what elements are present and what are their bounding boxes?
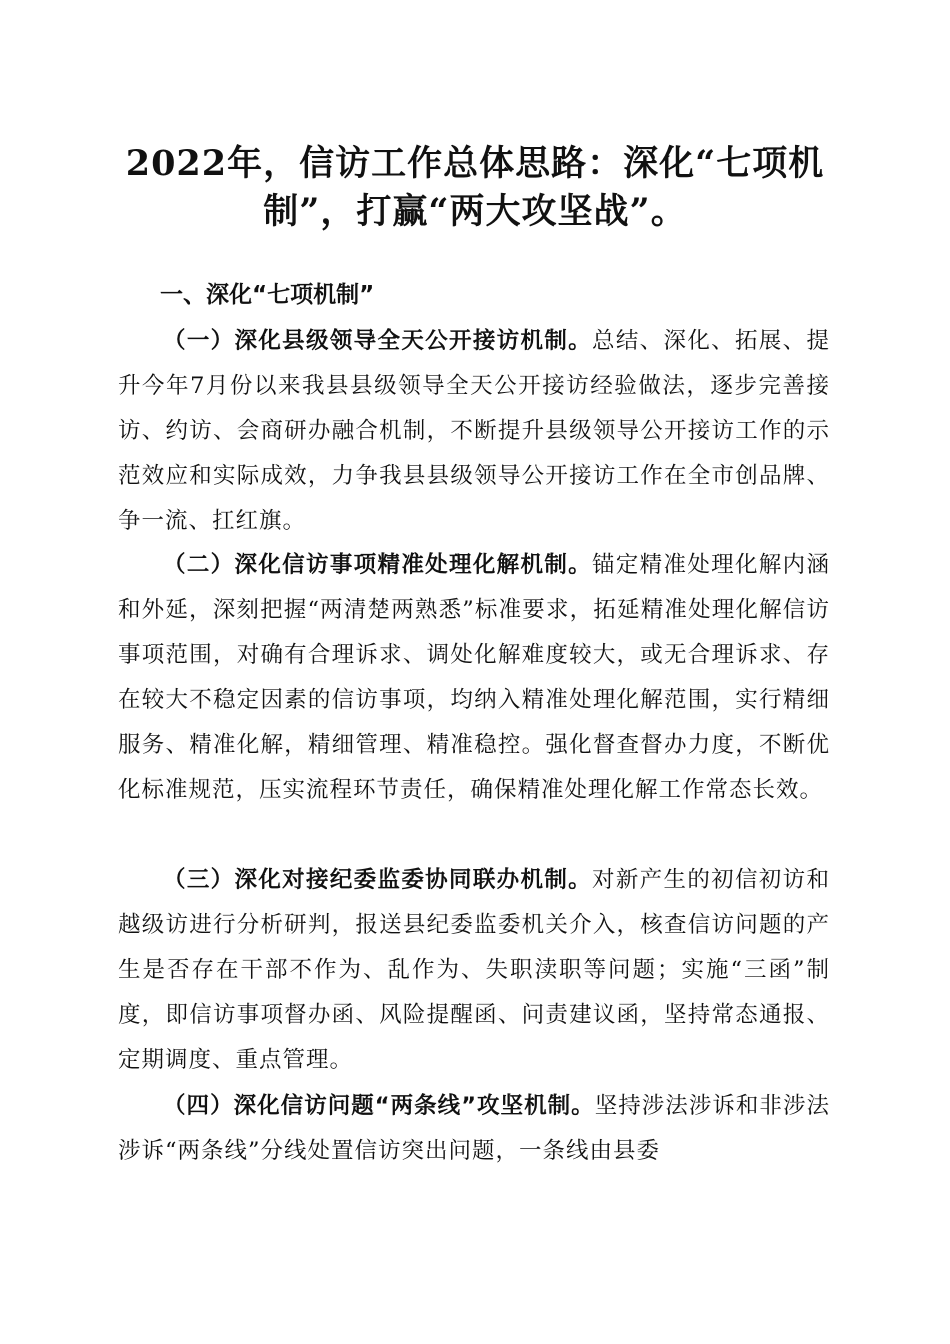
paragraph-1-lead: （一）深化县级领导全天公开接访机制。: [163, 328, 592, 354]
paragraph-1: [118, 319, 830, 544]
paragraph-4-lead: （四）深化信访问题“两条线”攻坚机制。: [163, 1093, 595, 1119]
paragraph-3-body: 对新产生的初信初访和越级访进行分析研判，报送县纪委监委机关介入，核查信访问题的产生是否存在干部不作为、乱作为、失职渎职等问题；实施“三函”制度，即信访事项督办函、风险提醒函、问责建议函，坚持常态通报、定期调度、重点管理。: [118, 867, 830, 1073]
section-heading: 一、深化“七项机制”: [160, 282, 375, 308]
document-title: 2022年，信访工作总体思路：深化“七项机制”，打赢“两大攻坚战”。: [125, 143, 825, 232]
paragraph-2: [118, 543, 830, 813]
paragraph-2-lead: （二）深化信访事项精准处理化解机制。: [163, 552, 592, 578]
paragraph-4-body: 坚持涉法涉诉和非涉法涉诉“两条线”分线处置信访突出问题，一条线由县委: [118, 1093, 830, 1164]
paragraph-1-body: 总结、深化、拓展、提升今年7月份以来我县县级领导全天公开接访经验做法，逐步完善接访、约访、会商研办融合机制，不断提升县级领导公开接访工作的示范效应和实际成效，力争我县县级领导公开接访工作在全市创品牌、争一流、扛红旗。: [118, 328, 830, 534]
paragraph-3: [118, 858, 830, 1083]
paragraph-3-lead: （三）深化对接纪委监委协同联办机制。: [163, 867, 592, 893]
paragraph-4: [118, 1084, 830, 1174]
paragraph-2-body: 锚定精准处理化解内涵和外延，深刻把握“两清楚两熟悉”标准要求，拓延精准处理化解信访事项范围，对确有合理诉求、调处化解难度较大，或无合理诉求、存在较大不稳定因素的信访事项，均纳入精准处理化解范围，实行精细服务、精准化解，精细管理、精准稳控。强化督查督办力度，不断优化标准规范，压实流程环节责任，确保精准处理化解工作常态长效。: [118, 552, 830, 803]
